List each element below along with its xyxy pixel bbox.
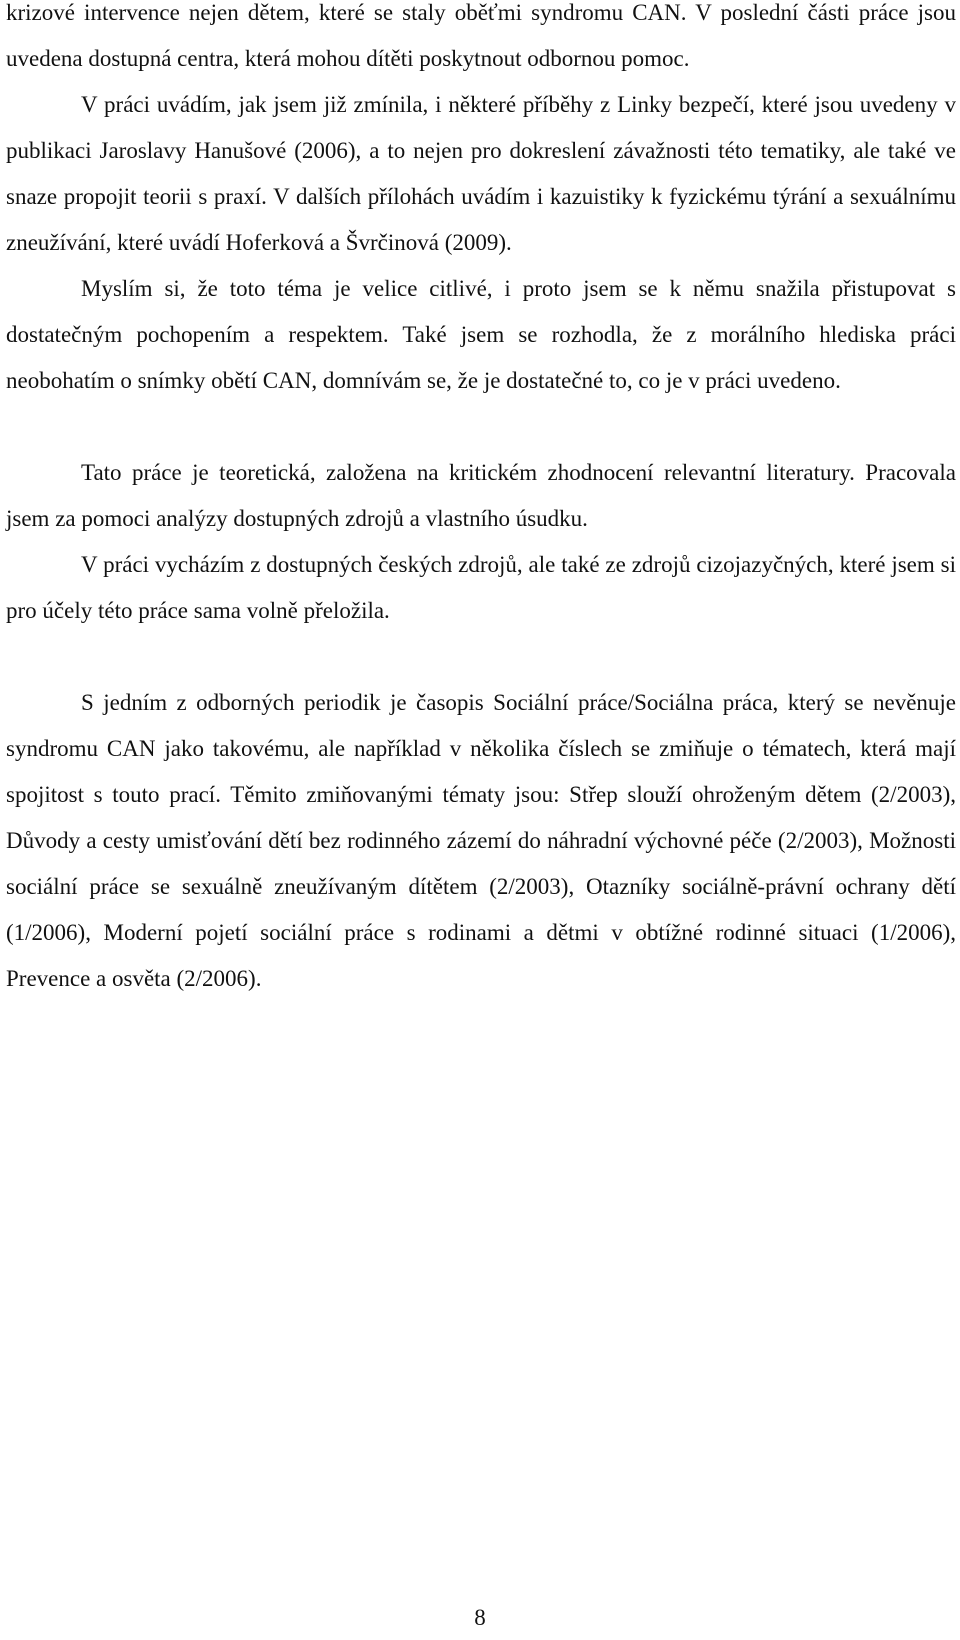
- paragraph-periodicals: S jedním z odborných periodik je časopis Sociální práce/Sociálna práca, který se nevěnuje syndromu CAN jako takovému, ale například v několika číslech se zmiňuje o tématech, která mají spojitost s touto prací. Těmito zmiňovanými tématy jsou: Střep slouží ohroženým dětem (2/2003), Důvody a cesty umisťování dětí bez rodinného zázemí do náhradní výchovné péče (2/2003), Možnosti sociální práce se sexuálně zneužívaným dítětem (2/2003), Otazníky sociálně-právní ochrany dětí (1/2006), Moderní pojetí sociální práce s rodinami a dětmi v obtížné rodinné situaci (1/2006), Prevence a osvěta (2/2006).: [6, 690, 956, 991]
- paragraph-gap: [6, 634, 956, 680]
- paragraph-linka-bezpeci: V práci uvádím, jak jsem již zmínila, i některé příběhy z Linky bezpečí, které jsou uvedeny v publikaci Jaroslavy Hanušové (2006), a to nejen pro dokreslení závažnosti této tematiky, ale také ve snaze propojit teorii s praxí. V dalších přílohách uvádím i kazuistiky k fyzickému týrání a sexuálnímu zneužívání, které uvádí Hoferková a Švrčinová (2009).: [6, 92, 956, 255]
- paragraph-gap: [6, 404, 956, 450]
- page-number: 8: [474, 1605, 486, 1630]
- paragraph-sources: V práci vycházím z dostupných českých zdrojů, ale také ze zdrojů cizojazyčných, které jsem si pro účely této práce sama volně přeložila.: [6, 552, 956, 623]
- paragraph-intro-continuation: krizové intervence nejen dětem, které se staly oběťmi syndromu CAN. V poslední části práce jsou uvedena dostupná centra, která mohou dítěti poskytnout odbornou pomoc.: [6, 0, 956, 71]
- paragraph-sensitivity: Myslím si, že toto téma je velice citlivé, i proto jsem se k němu snažila přistupovat s dostatečným pochopením a respektem. Také jsem se rozhodla, že z morálního hlediska práci neobohatím o snímky obětí CAN, domnívám se, že je dostatečné to, co je v práci uvedeno.: [6, 276, 956, 393]
- paragraph-method: Tato práce je teoretická, založena na kritickém zhodnocení relevantní literatury. Pracovala jsem za pomoci analýzy dostupných zdrojů a vlastního úsudku.: [6, 460, 956, 531]
- page-body: [6, 0, 956, 1002]
